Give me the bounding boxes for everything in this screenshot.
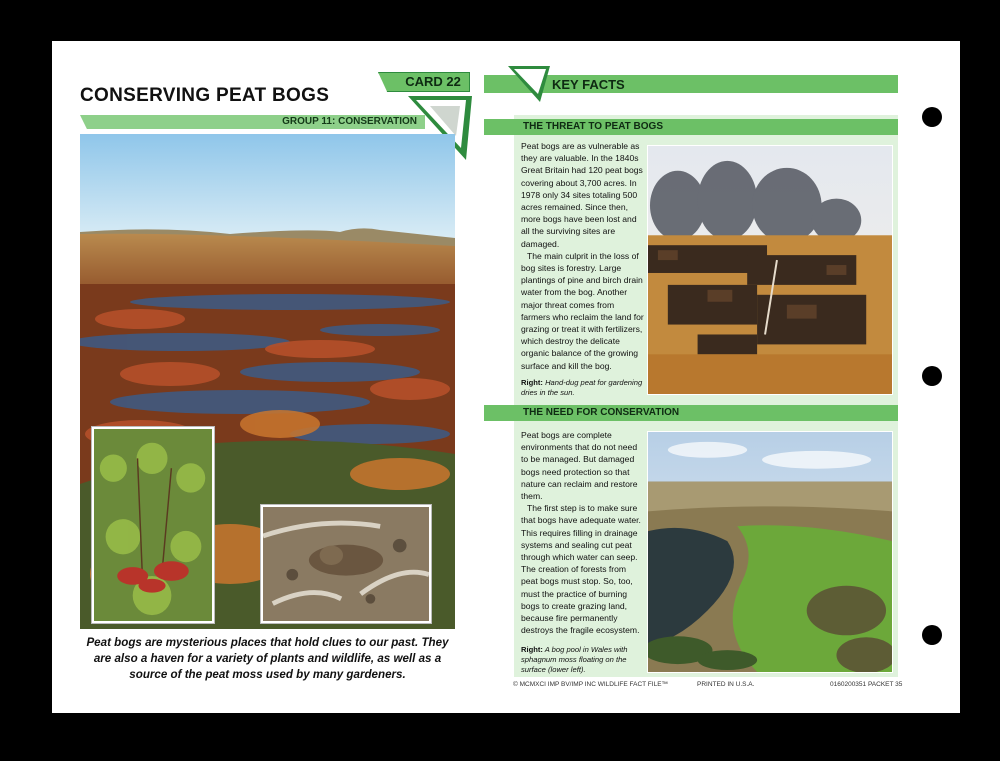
section-heading-conservation: THE NEED FOR CONSERVATION bbox=[523, 407, 680, 418]
binder-hole bbox=[922, 107, 942, 127]
paragraph: Peat bogs are complete environments that do not need to be managed. But damaged bogs need protection so that nature can reclaim and restore them. bbox=[521, 430, 638, 502]
intro-text: Peat bogs are mysterious places that hold clues to our past. They are also a haven for a variety of plants and wildlife, as well as a source of the peat moss used by many gardeners. bbox=[86, 636, 449, 681]
caption-lead: Right: bbox=[521, 378, 543, 387]
caption-lead: Right: bbox=[521, 645, 543, 654]
footer-printed: PRINTED IN U.S.A. bbox=[697, 681, 755, 688]
paragraph: The main culprit in the loss of bog sites is forestry. Large plantings of pine and birch drain water from the bog. Another major threat comes from farmers who reclaim the land for grazing or treat it with fertilizers, which destroy the delicate organic balance of the growing surface and kill the bog. bbox=[521, 250, 644, 371]
key-facts-label: KEY FACTS bbox=[552, 77, 625, 92]
paragraph: Peat bogs are as vulnerable as they are valuable. In the 1840s Great Britain had 120 peat bogs covering about 3,700 acres. In 1978 only 34 sites totaling 500 acres remained. Since then, more bogs have been lost and all the surviving sites are damaged. bbox=[521, 141, 643, 249]
caption-text: Hand-dug peat for gardening dries in the sun. bbox=[521, 378, 643, 397]
footer-code: 0160200351 PACKET 35 bbox=[830, 681, 903, 688]
section-text-conservation bbox=[521, 429, 645, 636]
group-label: GROUP 11: CONSERVATION bbox=[282, 116, 417, 127]
footer-copyright: © MCMXCI IMP BV/IMP INC WILDLIFE FACT FILE™ bbox=[513, 681, 669, 688]
paragraph: The first step is to make sure that bogs have adequate water. This requires filling in drainage systems and sealing cut peat through which water can seep. The creation of forests from peat bogs must stop. So, too, must the practice of burning bogs to create grazing land, because fire permanently destroys the fragile ecosystem. bbox=[521, 503, 641, 636]
card-number-label: CARD 22 bbox=[405, 74, 461, 89]
key-facts-triangle-icon bbox=[508, 66, 550, 102]
binder-hole bbox=[922, 625, 942, 645]
caption-conservation bbox=[521, 645, 645, 675]
bird-nest-inset-photo bbox=[261, 505, 431, 623]
page-title: CONSERVING PEAT BOGS bbox=[80, 85, 330, 106]
sundew-plant-inset-photo bbox=[92, 427, 214, 623]
hand-dug-peat-photo bbox=[647, 145, 893, 395]
section-text-threat bbox=[521, 140, 645, 372]
fact-card bbox=[52, 41, 960, 713]
caption-text: A bog pool in Wales with sphagnum moss floating on the surface (lower left). bbox=[521, 645, 628, 674]
bog-pool-wales-photo bbox=[647, 431, 893, 673]
binder-hole bbox=[922, 366, 942, 386]
caption-threat bbox=[521, 378, 645, 398]
section-heading-threat: THE THREAT TO PEAT BOGS bbox=[523, 121, 664, 132]
